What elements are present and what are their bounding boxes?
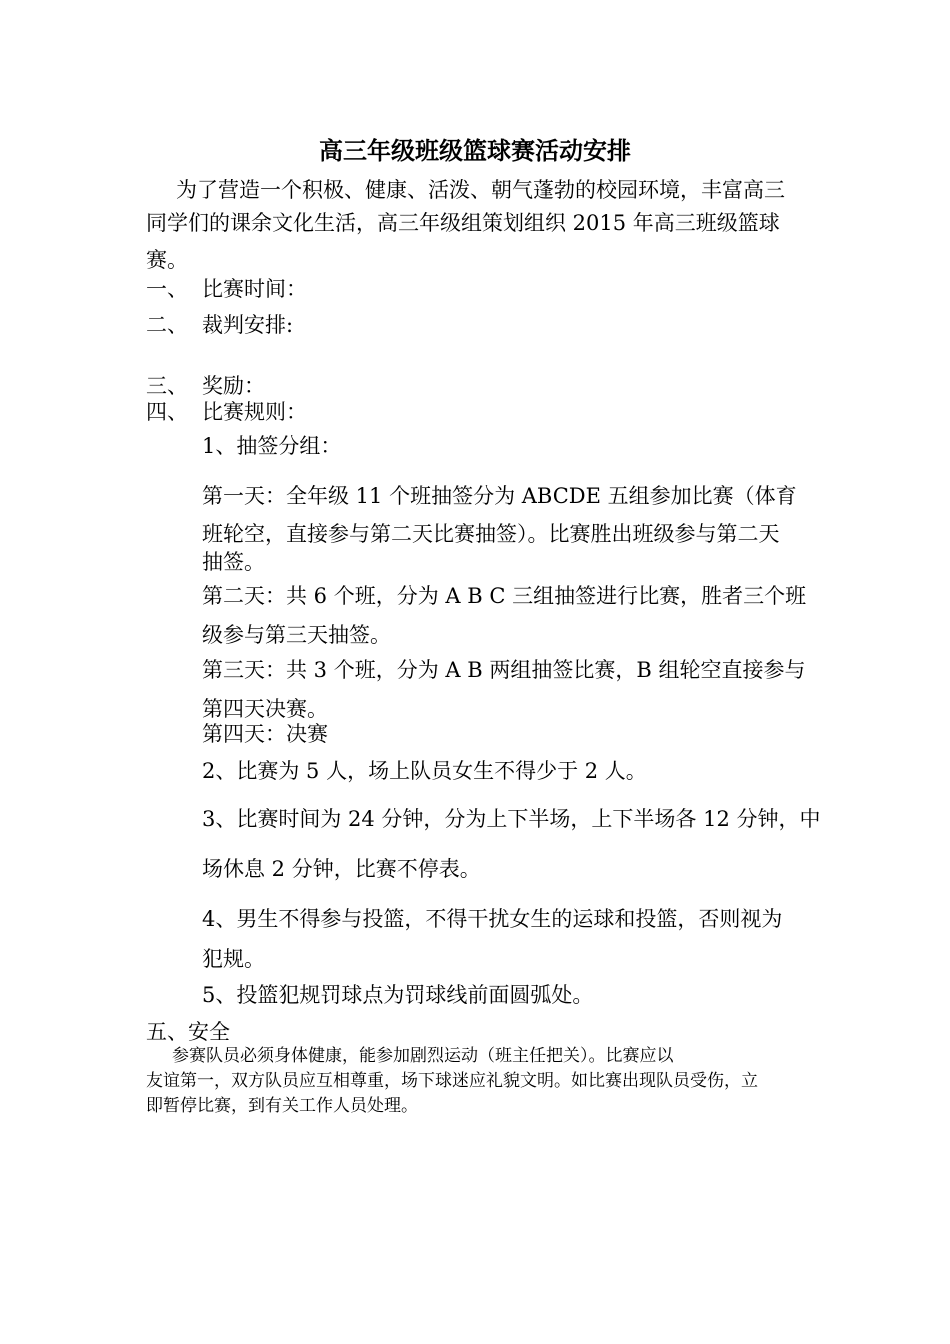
day-2-line-1: 第二天：共 6 个班，分为 A B C 三组抽签进行比赛，胜者三个班 <box>202 584 807 608</box>
rule-5: 5、投篮犯规罚球点为罚球线前面圆弧处。 <box>202 983 594 1007</box>
safety-line-3: 即暂停比赛，到有关工作人员处理。 <box>146 1096 418 1116</box>
section-1-heading: 比赛时间： <box>202 277 307 301</box>
day-3-line-1: 第三天：共 3 个班，分为 A B 两组抽签比赛，B 组轮空直接参与 <box>202 658 806 682</box>
rule-4-line-1: 4、男生不得参与投篮，不得干扰女生的运球和投篮，否则视为 <box>202 907 783 931</box>
safety-line-1: 参赛队员必须身体健康，能参加剧烈运动（班主任把关）。比赛应以 <box>172 1046 674 1066</box>
section-4-number: 四、 <box>146 400 188 424</box>
rule-3-line-2: 场休息 2 分钟，比赛不停表。 <box>202 857 481 881</box>
intro-line-1: 为了营造一个积极、健康、活泼、朝气蓬勃的校园环境，丰富高三 <box>176 178 785 202</box>
document-title: 高三年级班级篮球赛活动安排 <box>319 136 631 165</box>
rule-1-heading: 1、抽签分组： <box>202 434 342 458</box>
rule-4-line-2: 犯规。 <box>202 947 265 971</box>
safety-line-2: 友谊第一，双方队员应互相尊重，场下球迷应礼貌文明。如比赛出现队员受伤，立 <box>146 1071 758 1091</box>
section-1-number: 一、 <box>146 277 188 301</box>
intro-line-3: 赛。 <box>146 248 188 272</box>
day-3-line-2: 第四天决赛。 <box>202 697 328 721</box>
section-3-heading: 奖励： <box>202 374 265 398</box>
rule-3-line-1: 3、比赛时间为 24 分钟，分为上下半场，上下半场各 12 分钟，中 <box>202 807 821 831</box>
day-4-line: 第四天：决赛 <box>202 722 328 746</box>
day-1-line-3: 抽签。 <box>202 550 265 574</box>
day-2-line-2: 级参与第三天抽签。 <box>202 623 391 647</box>
section-3-number: 三、 <box>146 374 188 398</box>
day-1-line-1: 第一天：全年级 11 个班抽签分为 ABCDE 五组参加比赛（体育 <box>202 484 797 508</box>
section-5-heading: 五、安全 <box>146 1020 230 1044</box>
section-4-heading: 比赛规则： <box>202 400 307 424</box>
rule-2: 2、比赛为 5 人，场上队员女生不得少于 2 人。 <box>202 759 647 783</box>
section-2-heading: 裁判安排: <box>202 313 294 337</box>
intro-line-2: 同学们的课余文化生活，高三年级组策划组织 2015 年高三班级篮球 <box>146 211 780 235</box>
day-1-line-2: 班轮空，直接参与第二天比赛抽签）。比赛胜出班级参与第二天 <box>202 522 780 546</box>
section-2-number: 二、 <box>146 313 188 337</box>
